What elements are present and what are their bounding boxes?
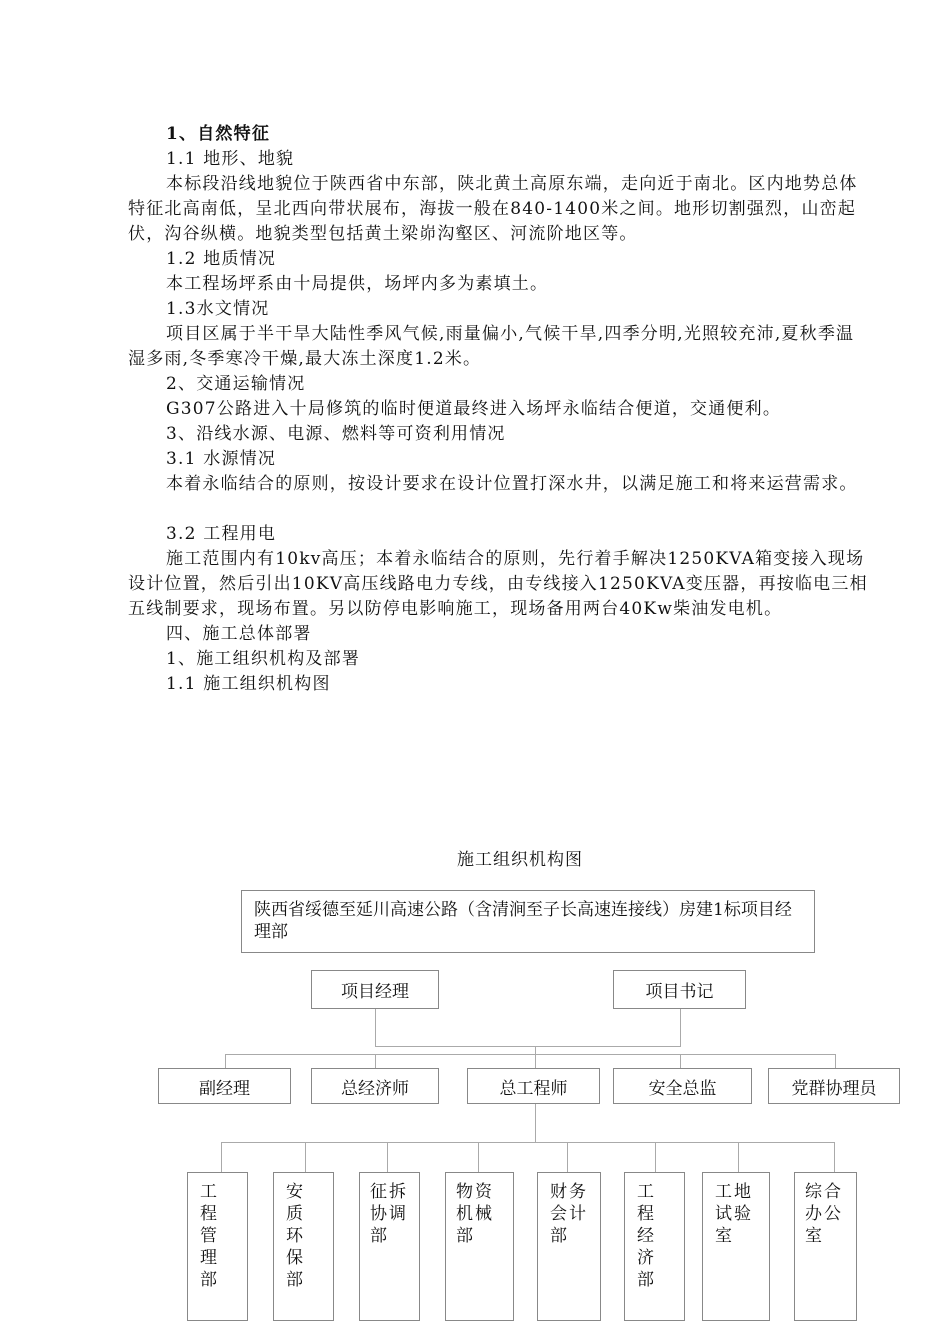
org-top-box bbox=[241, 890, 815, 953]
dept-label-site-laboratory: 工地试验室 bbox=[715, 1182, 753, 1246]
heading-transport: 2、交通运输情况 bbox=[166, 374, 306, 394]
org-chart-title: 施工组织机构图 bbox=[457, 850, 583, 870]
paragraph-geology: 本工程场坪系由十局提供，场坪内多为素填土。 bbox=[166, 274, 549, 294]
connector bbox=[221, 1142, 222, 1172]
dept-label-finance: 财务会计部 bbox=[550, 1182, 588, 1246]
heading-natural-features: 1、自然特征 bbox=[166, 124, 271, 144]
dept-box-engineering-management bbox=[187, 1172, 248, 1321]
connector bbox=[375, 1046, 680, 1047]
dept-box-materials-machinery bbox=[445, 1172, 514, 1321]
dept-box-site-laboratory bbox=[702, 1172, 770, 1321]
dept-box-land-acquisition bbox=[359, 1172, 420, 1321]
connector bbox=[478, 1142, 479, 1172]
heading-power: 3.2 工程用电 bbox=[166, 524, 277, 544]
org-box-deputy-manager bbox=[158, 1068, 291, 1104]
org-label-safety-director: 安全总监 bbox=[648, 1078, 717, 1099]
connector bbox=[535, 1054, 536, 1068]
paragraph-transport: G307公路进入十局修筑的临时便道最终进入场坪永临结合便道，交通便利。 bbox=[166, 399, 782, 419]
dept-box-finance bbox=[537, 1172, 601, 1321]
paragraph-hydrology: 项目区属于半干旱大陆性季风气候,雨量偏小,气候干旱,四季分明,光照较充沛,夏秋季温湿多雨,冬季寒冷干燥,最大冻土深度1.2米。 bbox=[128, 324, 855, 369]
dept-label-engineering-economics: 工程经济部 bbox=[637, 1182, 656, 1290]
paragraph-terrain: 本标段沿线地貌位于陕西省中东部，陕北黄土高原东端，走向近于南北。区内地势总体特征北高南低，呈北西向带状展布，海拔一般在840-1400米之间。地形切割强烈，山峦起伏，沟谷纵横。地貌类型包括黄土梁峁沟壑区、河流阶地区等。 bbox=[128, 174, 858, 244]
org-top-label: 陕西省绥德至延川高速公路（含清涧至子长高速连接线）房建1标项目经理部 bbox=[254, 900, 792, 942]
heading-water: 3.1 水源情况 bbox=[166, 449, 277, 469]
org-box-party-coordinator bbox=[768, 1068, 900, 1104]
org-box-chief-economist bbox=[311, 1068, 439, 1104]
heading-organization: 1、施工组织机构及部署 bbox=[166, 649, 361, 669]
connector bbox=[567, 1142, 568, 1172]
connector bbox=[680, 1054, 681, 1068]
connector bbox=[535, 1046, 536, 1054]
connector bbox=[305, 1142, 306, 1172]
org-box-safety-director bbox=[613, 1068, 752, 1104]
connector bbox=[834, 1142, 835, 1172]
connector bbox=[738, 1142, 739, 1172]
connector bbox=[680, 1009, 681, 1047]
connector bbox=[835, 1054, 836, 1068]
org-label-chief-economist: 总经济师 bbox=[341, 1078, 409, 1099]
heading-org-chart: 1.1 施工组织机构图 bbox=[166, 674, 331, 694]
org-box-project-secretary bbox=[613, 970, 746, 1009]
connector bbox=[655, 1142, 656, 1172]
org-label-party-coordinator: 党群协理员 bbox=[791, 1078, 877, 1099]
org-label-project-secretary: 项目书记 bbox=[645, 982, 714, 1002]
dept-label-land-acquisition: 征拆协调部 bbox=[370, 1182, 408, 1246]
connector bbox=[535, 1104, 536, 1142]
dept-label-general-office: 综合办公室 bbox=[805, 1182, 843, 1246]
org-label-project-manager: 项目经理 bbox=[341, 982, 409, 1002]
heading-hydrology: 1.3水文情况 bbox=[166, 299, 270, 319]
dept-label-materials-machinery: 物资机械部 bbox=[456, 1182, 494, 1246]
paragraph-water: 本着永临结合的原则，按设计要求在设计位置打深水井，以满足施工和将来运营需求。 bbox=[166, 474, 858, 494]
connector bbox=[225, 1054, 835, 1055]
dept-box-quality-safety bbox=[273, 1172, 334, 1321]
dept-box-engineering-economics bbox=[624, 1172, 685, 1321]
heading-deployment: 四、施工总体部署 bbox=[166, 624, 312, 644]
paragraph-power: 施工范围内有10kv高压；本着永临结合的原则，先行着手解决1250KVA箱变接入现场设计位置，然后引出10KV高压线路电力专线，由专线接入1250KVA变压器，再按临电三相五线制要求，现场布置。另以防停电影响施工，现场备用两台40Kw柴油发电机。 bbox=[128, 549, 868, 619]
connector bbox=[375, 1009, 376, 1047]
heading-terrain: 1.1 地形、地貌 bbox=[166, 149, 295, 169]
heading-resources: 3、沿线水源、电源、燃料等可资利用情况 bbox=[166, 424, 506, 444]
dept-box-general-office bbox=[794, 1172, 857, 1321]
connector bbox=[387, 1142, 388, 1172]
dept-label-engineering-management: 工程管理部 bbox=[200, 1182, 219, 1290]
dept-label-quality-safety: 安质环保部 bbox=[286, 1182, 305, 1290]
org-label-deputy-manager: 副经理 bbox=[199, 1078, 250, 1099]
connector bbox=[375, 1054, 376, 1068]
heading-geology: 1.2 地质情况 bbox=[166, 249, 277, 269]
org-box-project-manager bbox=[311, 970, 439, 1009]
connector bbox=[225, 1054, 226, 1068]
org-box-chief-engineer bbox=[467, 1068, 600, 1104]
connector bbox=[221, 1142, 834, 1143]
org-label-chief-engineer: 总工程师 bbox=[499, 1078, 568, 1099]
